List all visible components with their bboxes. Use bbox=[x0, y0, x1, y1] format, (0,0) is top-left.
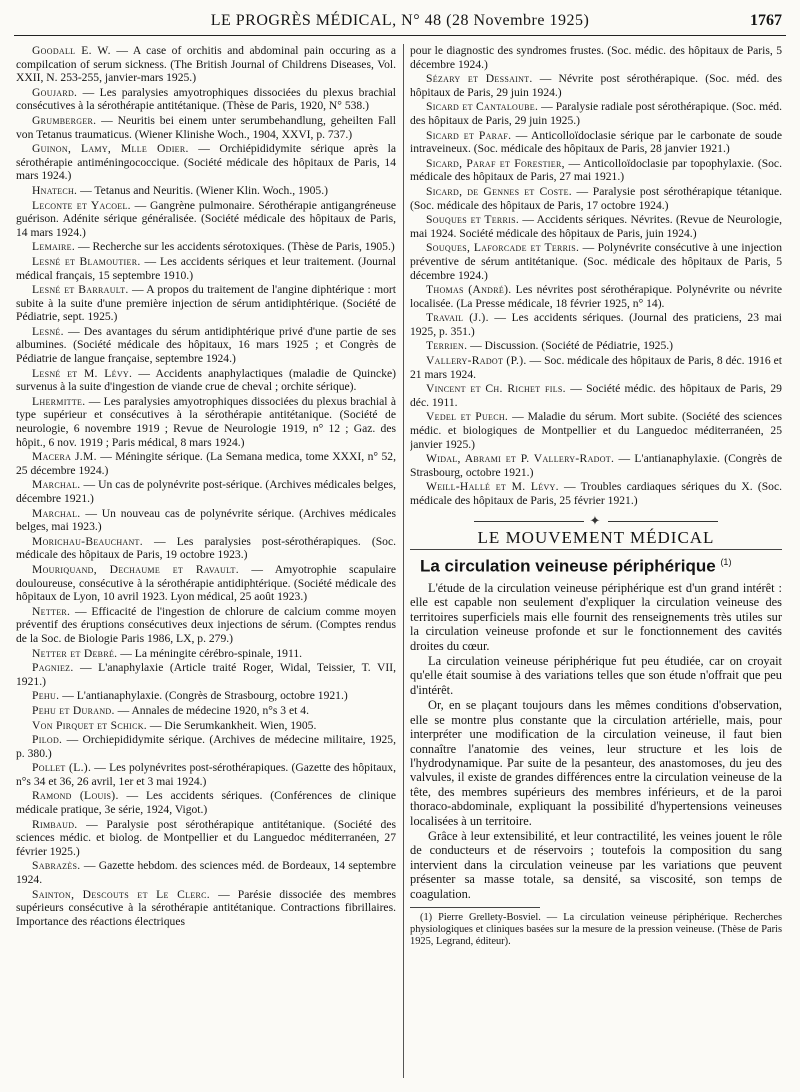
reference-text: — Orchiépididymite sérique après la sérothérapie antiméningococcique. (Société médicale des hôpitaux de Paris, 14 mars 1924.) bbox=[16, 142, 396, 183]
reference-author: Souques et Terris. bbox=[426, 213, 520, 227]
reference-text: — Accidents anaphylactiques (maladie de Quincke) survenus à la suite d'ingestion de viande crue de cheval ; orchite sérique). bbox=[16, 366, 396, 394]
reference-text: — A case of orchitis and abdominal pain occuring as a compilcation of serum sickness. (The British Journal of Childrens Diseases, Vol. XXII, N. 253-255, janvier-mars 1925.) bbox=[16, 44, 396, 85]
footnote: (1) Pierre Grellety-Bosviel. — La circulation veineuse périphérique. Recherches physiologiques et cliniques basées sur la mesure de la pression veineuse. (Thèse de Paris 1925, Legrand, éditeur). bbox=[410, 911, 782, 947]
reference-author: Pilod. bbox=[32, 733, 63, 747]
reference-text: — Les polynévrites post-sérothérapiques. (Gazette des hôpitaux, n°s 34 et 36, 26 avril, 1er et 3 mai 1924.) bbox=[16, 761, 396, 788]
right-column bbox=[410, 44, 782, 1084]
reference-entry bbox=[16, 661, 396, 688]
reference-text: — Orchiepididymite sérique. (Archives de médecine militaire, 1925, p. 380.) bbox=[16, 733, 396, 760]
reference-author: Travail (J.). bbox=[426, 311, 489, 325]
reference-author: Pollet (L.). bbox=[32, 761, 92, 775]
reference-author: Vallery-Radot (P.). bbox=[426, 354, 527, 368]
page-number: 1767 bbox=[750, 12, 782, 29]
reference-text: — Société médic. des hôpitaux de Paris, 29 déc. 1911. bbox=[410, 382, 782, 409]
reference-text: — Efficacité de l'ingestion de chlorure de calcium comme moyen préventif des éruptions consécutives deux injections de sérum. (Comptes rendus de la Soc. de Biologie Paris 1986, LX, p. 279.) bbox=[16, 604, 396, 645]
header-rule bbox=[14, 35, 786, 36]
reference-text: — Soc. médicale des hôpitaux de Paris, 8 déc. 1916 et 21 mars 1924. bbox=[410, 354, 782, 381]
reference-author: Goodall E. W. bbox=[32, 44, 111, 57]
reference-entry bbox=[16, 563, 396, 604]
reference-author: Macera J.M. bbox=[32, 450, 97, 464]
reference-text: — Anticolloïdoclasie par topophylaxie. (Soc. médicale des hôpitaux de Paris, 27 mai 1921.) bbox=[410, 156, 782, 184]
footnote-marker: (1) bbox=[720, 556, 732, 567]
reference-entry bbox=[16, 142, 396, 183]
reference-text: — Un cas de polynévrite post-sérique. (Archives médicales belges, décembre 1921.) bbox=[16, 478, 396, 505]
reference-author: Pagniez. bbox=[32, 661, 74, 675]
reference-entry bbox=[16, 283, 396, 324]
reference-entry bbox=[410, 311, 782, 338]
reference-text: — L'anaphylaxie (Article traité Roger, Widal, Teissier, T. VII, 1921.) bbox=[16, 661, 396, 688]
reference-author: Morichau-Beauchant. bbox=[32, 534, 143, 548]
reference-entry bbox=[16, 761, 396, 788]
reference-text: — Die Serumkankheit. Wien, 1905. bbox=[147, 718, 317, 732]
reference-author: Sicard, Paraf et Forestier, bbox=[426, 156, 565, 170]
reference-text: — Parésie dissociée des membres supérieurs consécutive à la sérothérapie antitétanique. Contractions fibrillaires. Importance des réactions électriques bbox=[16, 887, 396, 928]
reference-author: Goujard. bbox=[32, 85, 78, 99]
reference-author: Sainton, Descouts et Le Clerc. bbox=[32, 887, 210, 901]
reference-text: — Discussion. (Société de Pédiatrie, 1925.) bbox=[467, 339, 674, 353]
article-title bbox=[420, 556, 782, 576]
reference-author: Sézary et Dessaint. bbox=[426, 72, 533, 86]
reference-text: — L'antianaphylaxie. (Congrès de Strasbourg, octobre 1921.) bbox=[59, 689, 348, 703]
reference-text: — Les accidents sériques. (Conférences de clinique médicale pratique, 3e série, 1924, Vigot.) bbox=[16, 789, 396, 817]
article-body bbox=[410, 581, 782, 901]
reference-text: — Névrite post sérothérapique. (Soc. méd. des hôpitaux de Paris, 29 juin 1924.) bbox=[410, 72, 782, 99]
reference-entry bbox=[410, 241, 782, 282]
reference-author: Mouriquand, Dechaume et Ravault. bbox=[32, 562, 239, 576]
reference-author: Lemaire. bbox=[32, 240, 76, 254]
section-title: LE MOUVEMENT MÉDICAL bbox=[410, 531, 782, 550]
reference-text: — Paralysie radiale post sérothérapique. (Soc. méd. des hôpitaux de Paris, 29 juin 1925.) bbox=[410, 100, 782, 127]
reference-text: — Recherche sur les accidents sérotoxiques. (Thèse de Paris, 1905.) bbox=[75, 240, 395, 254]
reference-entry bbox=[410, 157, 782, 184]
reference-entry bbox=[16, 114, 396, 141]
reference-author: Von Pirquet et Schick. bbox=[32, 718, 148, 732]
reference-author: Netter et Debré. bbox=[32, 646, 118, 660]
reference-text: — Gangrène pulmonaire. Sérothérapie antigangréneuse guérison. Adénite sérique généralisée. (Société médicale des hôpitaux de Paris, 14 mars 1924.) bbox=[16, 198, 396, 239]
reference-entry bbox=[16, 450, 396, 477]
reference-entry bbox=[16, 647, 396, 661]
reference-author: Thomas (André). bbox=[426, 283, 512, 297]
reference-author: Lesné. bbox=[32, 324, 64, 338]
reference-text: — Paralysie post sérothérapique tétanique. (Soc. médicale des hôpitaux de Paris, 17 octobre 1924.) bbox=[410, 184, 782, 212]
column-divider bbox=[403, 44, 404, 1078]
reference-text: — Des avantages du sérum antidiphtérique privé d'une partie de ses albumines. (Société médicale des hôpitaux, 16 mars 1925 ; et Congrès de Pédiatrie de langue française, septembre 1924.) bbox=[16, 324, 396, 366]
reference-author: Sicard et Paraf. bbox=[426, 128, 512, 142]
reference-text: — Les paralysies post-sérothérapiques. (Soc. médicale des hôpitaux de Paris, 19 octobre 1923.) bbox=[16, 534, 396, 562]
reference-entry bbox=[16, 325, 396, 366]
reference-entry bbox=[16, 507, 396, 534]
reference-author: Rimbaud. bbox=[32, 817, 78, 831]
reference-author: Marchal. bbox=[32, 506, 81, 520]
reference-text: — Amyotrophie scapulaire douloureuse, consécutive à la sérothérapie antidiphtérique. (Société médicale des hôpitaux de Lyon, 10 avril 1923. Lyon médical, 25 août 1923.) bbox=[16, 562, 396, 604]
reference-author: Pehu. bbox=[32, 689, 60, 703]
reference-author: Lesné et Barrault. bbox=[32, 283, 129, 297]
reference-author: Souques, Laforcade et Terris. bbox=[426, 241, 580, 255]
reference-entry bbox=[16, 44, 396, 85]
reference-entry bbox=[410, 382, 782, 409]
reference-text: — A propos du traitement de l'angine diphtérique : mort subite à la suite d'une première injection de sérum antidiphtérique. (Société de Pédiatrie, sept. 1925.) bbox=[16, 283, 396, 324]
reference-entry bbox=[16, 199, 396, 240]
article-paragraph: Grâce à leur extensibilité, et leur contractilité, les veines jouent le rôle de conducteurs et de réservoirs ; toutefois la composition du sang intervient dans la circulation veineuse par les variations que peuvent présenter sa masse totale, sa densité, sa viscosité, son temps de coagulation. bbox=[410, 828, 782, 901]
reference-entry bbox=[410, 283, 782, 310]
reference-author: Vedel et Puech. bbox=[426, 410, 509, 424]
reference-entry bbox=[410, 452, 782, 479]
reference-entry bbox=[16, 240, 396, 254]
reference-entry bbox=[16, 395, 396, 449]
article-title-text: La circulation veineuse périphérique bbox=[420, 556, 716, 576]
reference-author: Netter. bbox=[32, 604, 71, 618]
reference-author: Sicard, de Gennes et Coste. bbox=[426, 184, 572, 198]
reference-text: — Anticolloïdoclasie sérique par le carbonate de soude intraveineux. (Soc. médicale des hôpitaux de Paris, 28 janvier 1921.) bbox=[410, 128, 782, 156]
reference-entry bbox=[16, 733, 396, 760]
reference-entry bbox=[410, 72, 782, 99]
reference-text: — Les paralysies amyotrophiques dissociées du plexus brachial à type supérieur et consécutives à la sérothérapie antitétanique. (Société de neurologie, 6 novembre 1919 ; Revue de Neurologie 1919, n° 12 ; Gaz. des hôpit., 6 nov. 1919 ; Paris médical, 8 mars 1924.) bbox=[16, 394, 396, 449]
section-ornament: ✦ bbox=[410, 514, 782, 528]
reference-author: Guinon, Lamy, Mlle Odier. bbox=[32, 142, 189, 156]
bibliography-continued bbox=[410, 44, 782, 508]
reference-text: — Les paralysies amyotrophiques dissociées du plexus brachial consécutives à la sérothérapie antitétanique. (Thèse de Paris, 1920, N° 538.) bbox=[16, 85, 396, 113]
reference-author: Sabrazès. bbox=[32, 859, 81, 873]
reference-text: — Annales de médecine 1920, n°s 3 et 4. bbox=[114, 703, 309, 717]
reference-entry bbox=[410, 480, 782, 507]
reference-author: Widal, Abrami et P. Vallery-Radot. bbox=[426, 452, 615, 466]
running-title: LE PROGRÈS MÉDICAL, N° 48 (28 Novembre 1925) bbox=[210, 12, 590, 29]
reference-entry bbox=[410, 410, 782, 451]
reference-entry bbox=[16, 719, 396, 733]
reference-author: Ramond (Louis). bbox=[32, 789, 119, 803]
reference-text: — Un nouveau cas de polynévrite sérique. (Archives médicales belges, mai 1923.) bbox=[16, 506, 396, 534]
reference-entry bbox=[410, 129, 782, 156]
reference-entry bbox=[16, 478, 396, 505]
reference-text: — L'antianaphylaxie. (Congrès de Strasbourg, octobre 1921.) bbox=[410, 452, 782, 479]
reference-author: Marchal. bbox=[32, 478, 81, 492]
reference-text: — Accidents sériques. Névrites. (Revue de Neurologie, mai 1924. Société médicale des hôpitaux de Paris, juin 1924.) bbox=[410, 213, 782, 240]
reference-entry bbox=[16, 859, 396, 886]
reference-author: Lesné et Blamoutier. bbox=[32, 254, 141, 268]
reference-entry bbox=[410, 339, 782, 353]
reference-text: — Neuritis bei einem unter serumbehandlung, geheilten Fall von Tetanus traumaticus. (Wiener Klinishe Woch., 1904, XXVI, p. 737.) bbox=[16, 113, 396, 141]
reference-text: — Les accidents sériques et leur traitement. (Journal médical français, 15 septembre 1910.) bbox=[16, 254, 396, 282]
reference-entry bbox=[16, 888, 396, 929]
reference-text: pour le diagnostic des syndromes frustes. (Soc. médic. des hôpitaux de Paris, 5 décembre 1924.) bbox=[410, 44, 782, 71]
reference-entry bbox=[16, 367, 396, 394]
reference-text: — Tetanus and Neuritis. (Wiener Klin. Woch., 1905.) bbox=[77, 183, 328, 197]
reference-entry bbox=[16, 255, 396, 282]
reference-text: — Méningite sérique. (La Semana medica, tome XXXI, n° 52, 25 décembre 1924.) bbox=[16, 450, 396, 477]
reference-text: — La méningite cérébro-spinale, 1911. bbox=[117, 646, 303, 660]
reference-author: Leconte et Yacoel. bbox=[32, 198, 131, 212]
reference-author: Vincent et Ch. Richet fils. bbox=[426, 382, 566, 396]
reference-author: Weill-Hallé et M. Lévy. bbox=[426, 480, 559, 494]
reference-entry bbox=[410, 100, 782, 127]
reference-text: — Polynévrite consécutive à une injection préventive de sérum antitétanique. (Soc. médicale des hôpitaux de Paris, 5 décembre 1924.) bbox=[410, 241, 782, 282]
footnote-rule bbox=[410, 907, 540, 908]
reference-entry bbox=[16, 86, 396, 113]
reference-author: Lhermitte. bbox=[32, 394, 86, 408]
reference-author: Pehu et Durand. bbox=[32, 703, 115, 717]
reference-text: — Maladie du sérum. Mort subite. (Société des sciences médic. et biologiques de Montpellier et du Languedoc méditerranéen, 25 janvier 1925.) bbox=[410, 410, 782, 451]
left-column bbox=[16, 44, 396, 1084]
reference-author: Terrien. bbox=[426, 339, 468, 353]
reference-entry bbox=[16, 605, 396, 646]
reference-text: — Gazette hebdom. des sciences méd. de Bordeaux, 14 septembre 1924. bbox=[16, 859, 396, 887]
article-paragraph: L'étude de la circulation veineuse périphérique est d'un grand intérêt : elle est capable non seulement d'expliquer la circulation veineuse des territoires superficiels mais elle fournit des renseignements très utiles sur la circulation veineuse profonde et sur le fonctionnement des cavités droites du cœur. bbox=[410, 581, 782, 653]
reference-entry bbox=[410, 44, 782, 71]
reference-text: — Troubles cardiaques sériques du X. (Soc. médicale des hôpitaux de Paris, 25 février 1921.) bbox=[410, 480, 782, 507]
article-paragraph: Or, en se plaçant toujours dans les mêmes conditions d'observation, elle se montre plus constante que la circulation artérielle, mais, pour interpréter une modification de la circulation veineuse, il faut bien connaître l'anatomie des veines, leur structure et les lois de l'hydrodynamique. Par suite de la pesanteur, des anastomoses, du jeu des valvules, il existe de grandes différences entre la circulation veineuse de la tête, des membres supérieurs des membres inférieurs, et de la paroi thoraco-abdominale, expliquant la possibilité d'hypertensions veineuses localisées à un territoire. bbox=[410, 698, 782, 828]
reference-author: Sicard et Cantaloube. bbox=[426, 100, 539, 114]
reference-text: — Paralysie post sérothérapique antitétanique. (Société des sciences médic. et biolog. de Montpellier et du Languedoc méditerranéen, 27 février 1925.) bbox=[16, 817, 396, 858]
reference-author: Grumberger. bbox=[32, 113, 97, 127]
reference-text: Les névrites post sérothérapique. Polynévrite ou névrite localisée. (La Presse médicale, 18 février 1925, n° 14). bbox=[410, 283, 782, 310]
reference-entry bbox=[16, 789, 396, 816]
reference-author: Lesné et M. Lévy. bbox=[32, 366, 133, 380]
article-paragraph: La circulation veineuse périphérique fut peu étudiée, car on croyait qu'elle était soumise à des variations telles que son étude n'offrait que peu d'intérêt. bbox=[410, 654, 782, 697]
reference-author: Hnatech. bbox=[32, 183, 78, 197]
reference-entry bbox=[410, 185, 782, 212]
reference-entry bbox=[16, 818, 396, 859]
reference-entry bbox=[410, 213, 782, 240]
reference-text: — Les accidents sériques. (Journal des praticiens, 23 mai 1925, p. 351.) bbox=[410, 311, 782, 338]
running-header bbox=[14, 8, 786, 36]
reference-entry bbox=[16, 704, 396, 718]
reference-entry bbox=[16, 535, 396, 562]
reference-entry bbox=[16, 184, 396, 198]
reference-entry bbox=[16, 689, 396, 703]
reference-entry bbox=[410, 354, 782, 381]
